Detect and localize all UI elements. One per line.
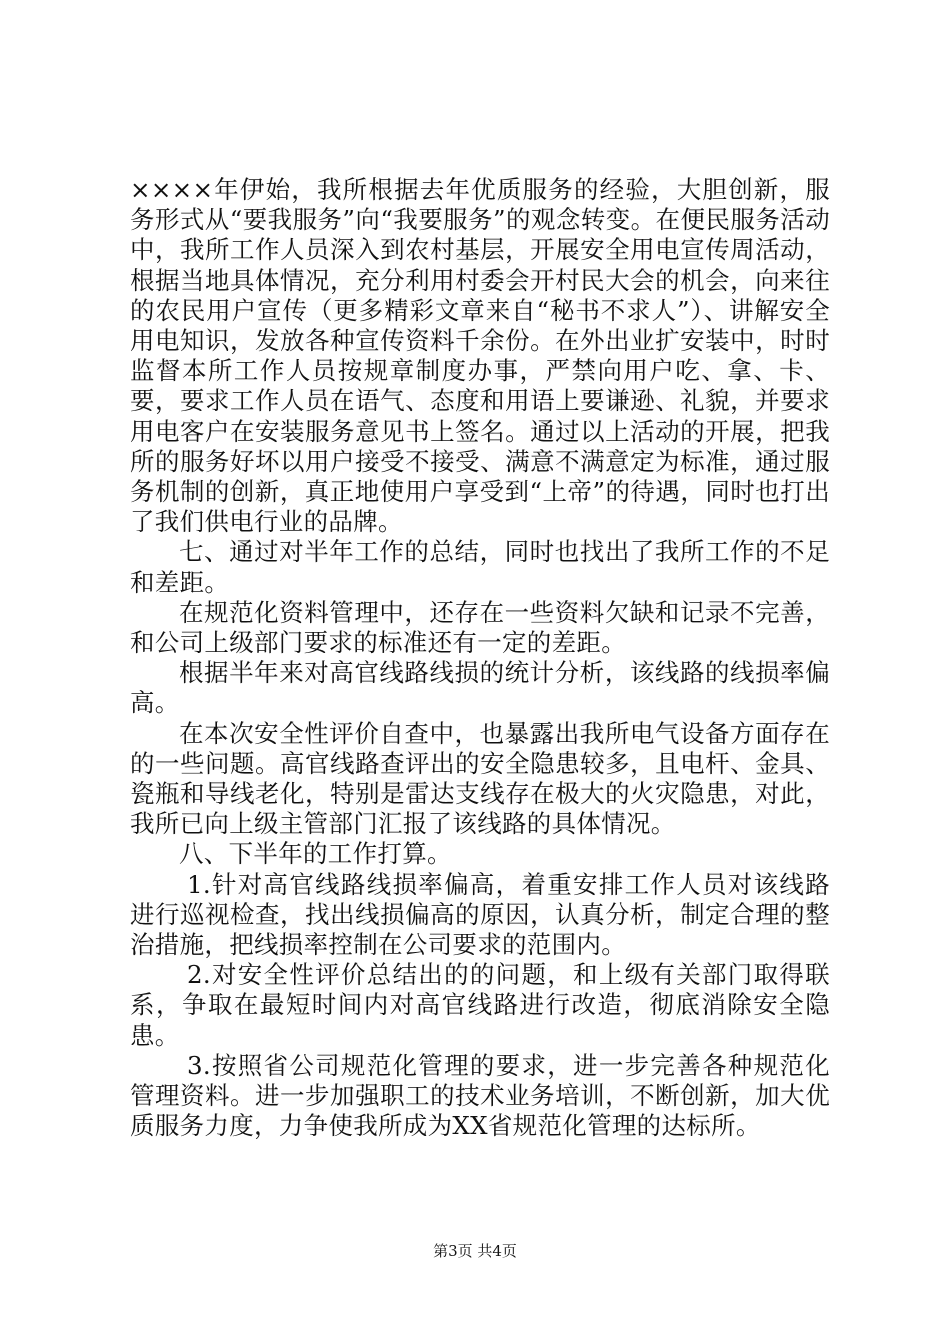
heading-section-eight: 八、下半年的工作打算。 bbox=[179, 839, 452, 869]
page-footer bbox=[0, 1241, 950, 1261]
paragraph-service-innovation: ××××年伊始，我所根据去年优质服务的经验，大胆创新，服务形式从“要我服务”向“我要服务”的观念转变。在便民服务活动中，我所工作人员深入到农村基层，开展安全用电宣传周活动，根据当地具体情况，充分利用村委会开村民大会的机会，向来往的农民用户宣传（更多精彩文章来自“秘书不求人”）、讲解安全用电知识，发放各种宣传资料千余份。在外出业扩安装中，时时监督本所工作人员按规章制度办事，严禁向用户吃、拿、卡、要，要求工作人员在语气、态度和用语上要谦逊、礼貌，并要求用电客户在安装服务意见书上签名。通过以上活动的开展，把我所的服务好坏以用户接受不接受、满意不满意定为标准，通过服务机制的创新，真正地使用户享受到“上帝”的待遇，同时也打出了我们供电行业的品牌。 bbox=[130, 175, 830, 537]
list-item-3: 3.按照省公司规范化管理的要求，进一步完善各种规范化管理资料。进一步加强职工的技术业务培训，不断创新，加大优质服务力度，力争使我所成为XX省规范化管理的达标所。 bbox=[130, 1050, 830, 1141]
page-number-indicator: 第3页 共4页 bbox=[433, 1242, 517, 1260]
paragraph-safety-evaluation: 在本次安全性评价自查中，也暴露出我所电气设备方面存在的一些问题。高官线路查评出的安全隐患较多，且电杆、金具、瓷瓶和导线老化，特别是雷达支线存在极大的火灾隐患，对此，我所已向上级主管部门汇报了该线路的具体情况。 bbox=[130, 718, 830, 839]
paragraph-line-loss: 根据半年来对高官线路线损的统计分析，该线路的线损率偏高。 bbox=[130, 658, 830, 718]
list-item-1: 1.针对高官线路线损率偏高，着重安排工作人员对该线路进行巡视检查，找出线损偏高的原因，认真分析，制定合理的整治措施，把线损率控制在公司要求的范围内。 bbox=[130, 869, 830, 960]
paragraph-data-management: 在规范化资料管理中，还存在一些资料欠缺和记录不完善，和公司上级部门要求的标准还有一定的差距。 bbox=[130, 597, 830, 658]
heading-section-seven: 七、通过对半年工作的总结，同时也找出了我所工作的不足和差距。 bbox=[130, 537, 830, 597]
list-item-2: 2.对安全性评价总结出的的问题，和上级有关部门取得联系，争取在最短时间内对高官线路进行改造，彻底消除安全隐患。 bbox=[130, 960, 830, 1050]
document-body bbox=[130, 175, 830, 1142]
